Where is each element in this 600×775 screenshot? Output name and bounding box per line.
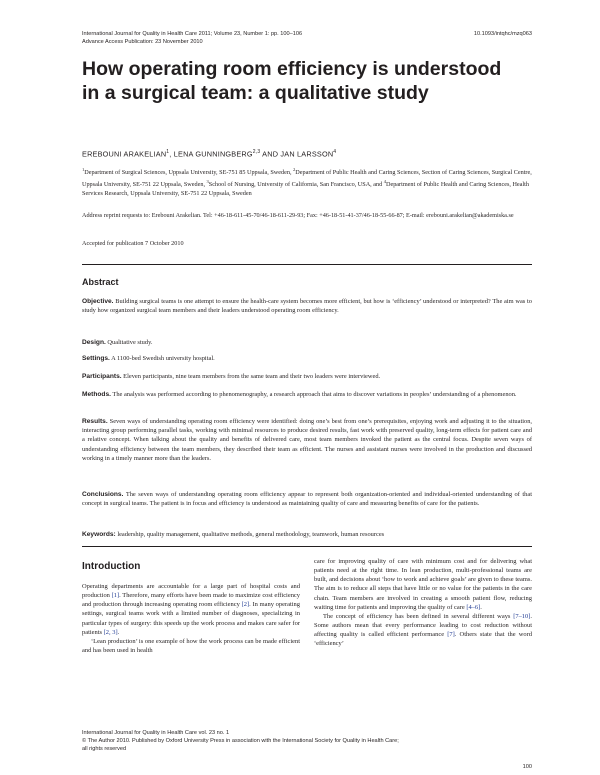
affiliations xyxy=(82,166,532,198)
section-text: Qualitative study. xyxy=(105,339,153,346)
running-header xyxy=(82,30,302,46)
intro-paragraph xyxy=(314,557,532,612)
text-run: . In many operating settings, surgical teams work with a limited number of diagnoses, specializing in particular types of surgery: this speeds up the work process and makes care safer for patients xyxy=(82,601,300,636)
affil-text: Department of Public Health and Caring Sciences, Section of Caring Sciences, Surgical Centre, Uppsala University, SE-751 22 Uppsala, Sweden, xyxy=(82,169,532,188)
author-list xyxy=(82,149,336,158)
advance-access-line: Advance Access Publication: 23 November 2010 xyxy=(82,39,203,45)
reprint-address: Address reprint requests to: Erebouni Arakelian. Tel: +46-18-611-45-70/46-18-611-29-93; Fax: +46-18-51-41-37/46-18-55-66-87; E-mail: erebouni.arakelian@akademiska.se xyxy=(82,212,514,219)
author-sup: 2,3 xyxy=(252,149,261,155)
section-label: Design. xyxy=(82,339,106,346)
section-text: Eleven participants, nine team members from the same team and their two leaders were interviewed. xyxy=(121,373,381,380)
section-label: Objective. xyxy=(82,298,114,305)
intro-paragraph xyxy=(82,582,300,637)
text-run: care for improving quality of care with minimum cost and for delivering what patients need at the right time. In lean production, multi-professional teams are built, and decisions about ‘how to work and achieve goals’ are given to these teams. The aim is to reduce all steps that have little or no value for the patients in the care chain. Team members are involved in creating a smooth patient flow, reducing waiting time for patients and improving the quality of care xyxy=(314,558,532,611)
citation-link[interactable]: [1] xyxy=(111,592,120,600)
affil-text: Department of Public Health and Caring Sciences, Health Services Research, Uppsala University, SE-751 22 Uppsala, Sweden xyxy=(82,180,529,197)
keywords-label: Keywords: xyxy=(82,531,116,538)
author-and: AND xyxy=(260,149,281,159)
author-name: EREBOUNI ARAKELIAN xyxy=(82,149,167,159)
section-text: Seven ways of understanding operating room efficiency were identified: doing one’s best from one’s prerequisites, enjoying work and adjusting it to the situation, interacting group performing parallel tasks, working with minimal resources to produce desired results, fast work with preserved quality, long-term effects for patient care and a relative concept. When talking about the quality and benefits of delivered care, most team members invoked the patient as the central focus. Despite seven ways of understanding efficiency between the team members, they described their team as efficient. The nurses and assistant nurses were involved in the production and discussed working in a timely manner more than the leaders. xyxy=(82,418,532,462)
accepted-date: Accepted for publication 7 October 2010 xyxy=(82,240,184,247)
page-number: 100 xyxy=(522,764,532,770)
affil-sup: 4 xyxy=(383,178,386,184)
citation-link[interactable]: [2] xyxy=(241,601,250,609)
text-run: . xyxy=(480,603,482,611)
abstract-objective xyxy=(82,297,532,315)
introduction-heading: Introduction xyxy=(82,561,141,572)
affil-text: School of Nursing, University of California, San Francisco, USA, and xyxy=(208,180,384,188)
abstract-participants xyxy=(82,372,532,381)
citation-link[interactable]: [7] xyxy=(447,631,455,639)
abstract-keywords xyxy=(82,530,532,539)
section-label: Methods. xyxy=(82,391,111,398)
author-separator: , xyxy=(169,149,174,159)
doi[interactable]: 10.1093/intqhc/mzq063 xyxy=(473,31,532,37)
author-name: LENA GUNNINGBERG xyxy=(173,149,253,159)
section-label: Conclusions. xyxy=(82,491,124,498)
abstract-conclusions xyxy=(82,490,532,508)
author-name: JAN LARSSON xyxy=(280,149,334,159)
affil-sup: 3 xyxy=(206,178,209,184)
keywords-text: leadership, quality management, qualitative methods, general methodology, teamwork, human resources xyxy=(115,531,385,538)
footer-rights: all rights reserved xyxy=(82,746,127,752)
author-sup: 1 xyxy=(166,149,170,155)
section-label: Settings. xyxy=(82,355,110,362)
text-run: Operating departments are accountable for a large part of hospital costs and production xyxy=(82,583,300,600)
abstract-results xyxy=(82,417,532,463)
citation-link[interactable]: [2, 3] xyxy=(103,628,118,636)
section-label: Results. xyxy=(82,418,108,425)
text-run: . Therefore, many efforts have been made to maximize cost efficiency and production through increasing operating room efficiency xyxy=(82,592,300,609)
abstract-bottom-rule xyxy=(82,546,532,547)
section-text: The analysis was performed according to phenomenography, a research approach that aims to discover variations in peoples’ understanding of a phenomenon. xyxy=(110,391,517,398)
intro-paragraph: ‘Lean production’ is one example of how the work process can be made efficient and has been used in health xyxy=(82,637,300,655)
text-run: The concept of efficiency has been defined in several different ways xyxy=(323,612,514,620)
citation-link[interactable]: [7–10] xyxy=(513,612,531,620)
intro-paragraph xyxy=(314,612,532,649)
article-title: How operating room efficiency is understood in a surgical team: a qualitative study xyxy=(82,58,502,104)
page-footer xyxy=(82,729,532,753)
abstract-settings xyxy=(82,354,532,363)
citation-link[interactable]: [4–6] xyxy=(466,603,481,611)
section-text: The seven ways of understanding operating room efficiency appear to represent both organization-oriented and individual-oriented understanding of that concept in surgical teams. The patient is in focus and efficiency is understood as maintaining quality of care and measuring benefits of care for the patients. xyxy=(82,491,532,508)
abstract-methods xyxy=(82,390,532,399)
author-sup: 4 xyxy=(333,149,337,155)
section-text: Building surgical teams is one attempt to ensure the health-care system becomes more efficient, but how is ‘efficiency’ understood or interpreted? The aim was to study how organized surgical team members and their leaders understood operating room efficiency. xyxy=(82,298,532,315)
text-run: . Some authors mean that every performance leading to cost reduction without affecting quality is called efficient performance xyxy=(314,612,532,639)
journal-citation-line: International Journal for Quality in Health Care 2011; Volume 23, Number 1: pp. 100–106 xyxy=(82,31,303,37)
section-text: A 1100-bed Swedish university hospital. xyxy=(109,355,215,362)
affil-text: Department of Surgical Sciences, Uppsala University, SE-751 85 Uppsala, Sweden, xyxy=(84,169,294,177)
section-label: Participants. xyxy=(82,373,122,380)
text-run: . Others state that the word ‘efficiency’ xyxy=(314,631,532,648)
abstract-top-rule xyxy=(82,264,532,265)
affil-sup: 2 xyxy=(293,167,296,172)
intro-right-column xyxy=(314,557,532,649)
affil-sup: 1 xyxy=(82,167,85,172)
abstract-design xyxy=(82,338,532,347)
abstract-heading: Abstract xyxy=(82,277,119,287)
footer-copyright: © The Author 2010. Published by Oxford University Press in association with the International Society for Quality in Health Care; xyxy=(82,738,399,744)
footer-journal: International Journal for Quality in Health Care vol. 23 no. 1 xyxy=(82,730,230,736)
intro-left-column xyxy=(82,582,300,655)
text-run: . xyxy=(117,628,120,636)
